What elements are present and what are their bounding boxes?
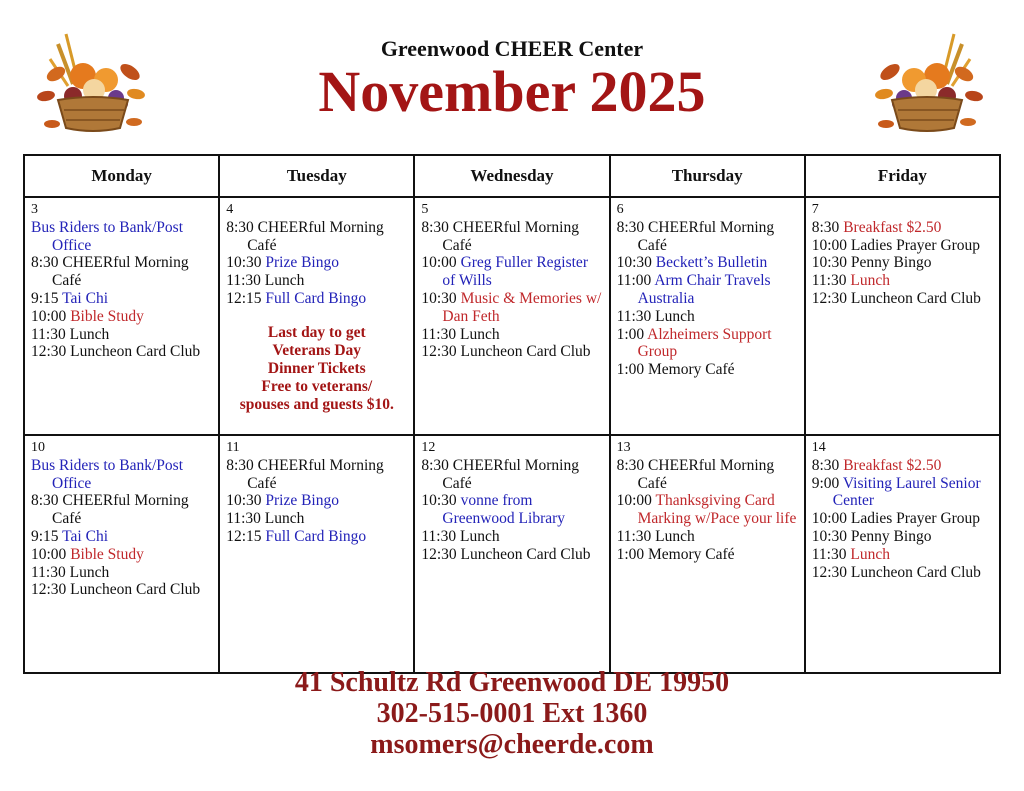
- event-label: Greg Fuller Register of Wills: [442, 254, 588, 290]
- event-item: 11:30 Lunch: [31, 563, 110, 581]
- event-label: Breakfast $2.50: [843, 218, 942, 236]
- event-item: 11:30 Lunch: [31, 325, 110, 343]
- event-label: vonne from Greenwood Library: [442, 492, 566, 528]
- day-number: 5: [421, 202, 429, 217]
- footer-email[interactable]: msomers@cheerde.com: [370, 729, 654, 760]
- event-item: [812, 475, 993, 511]
- weekday-header: Tuesday: [219, 155, 414, 197]
- weekday-header: Wednesday: [414, 155, 609, 197]
- event-item: Bus Riders to Bank/Post Office: [31, 218, 184, 254]
- event-time: 10:30: [421, 492, 457, 510]
- event-label: Full Card Bingo: [265, 527, 367, 545]
- footer-phone: 302-515-0001 Ext 1360: [376, 698, 648, 729]
- event-item: 12:30 Luncheon Card Club: [421, 545, 591, 563]
- event-label: Beckett’s Bulletin: [655, 254, 768, 272]
- day-cell: [805, 197, 1000, 435]
- event-time: 10:30: [226, 492, 262, 510]
- weekday-header: Thursday: [610, 155, 805, 197]
- event-item: [812, 457, 993, 475]
- day-cell: [414, 197, 609, 435]
- event-item: 8:30 CHEERful Morning Café: [226, 218, 384, 254]
- announcement-note: [226, 324, 407, 414]
- event-item: 8:30 CHEERful Morning Café: [31, 492, 189, 528]
- event-label: Bible Study: [70, 307, 144, 325]
- event-time: 10:00: [421, 254, 457, 272]
- event-item: 10:00 Ladies Prayer Group: [811, 236, 981, 254]
- day-cell: [805, 435, 1000, 673]
- day-cell: [219, 197, 414, 435]
- event-item: [812, 272, 993, 290]
- week-row: [24, 435, 1000, 673]
- event-label: Tai Chi: [62, 527, 109, 545]
- event-item: [226, 492, 407, 510]
- event-time: 11:00: [616, 272, 652, 290]
- day-cell: [219, 435, 414, 673]
- event-item: [226, 290, 407, 308]
- event-item: [226, 528, 407, 546]
- day-number: 10: [31, 440, 45, 455]
- event-item: [421, 290, 602, 326]
- day-cell: [24, 197, 219, 435]
- event-item: 11:30 Lunch: [616, 527, 695, 545]
- event-item: [421, 492, 602, 528]
- note-line: spouses and guests $10.: [239, 395, 394, 413]
- event-time: 9:15: [31, 527, 59, 545]
- day-cell: [414, 435, 609, 673]
- org-name: Greenwood CHEER Center: [380, 36, 644, 61]
- day-cell: [610, 197, 805, 435]
- event-label: Lunch: [850, 272, 890, 290]
- event-item: Bus Riders to Bank/Post Office: [31, 456, 184, 492]
- note-line: Dinner Tickets: [267, 359, 366, 377]
- event-label: Prize Bingo: [265, 254, 339, 272]
- event-label: Visiting Laurel Senior Center: [832, 474, 981, 510]
- event-item: [617, 326, 798, 362]
- event-time: 10:30: [226, 254, 262, 272]
- day-number: 14: [811, 440, 826, 455]
- event-item: 11:30 Lunch: [421, 325, 500, 343]
- event-item: 12:30 Luncheon Card Club: [31, 581, 201, 599]
- event-item: [226, 254, 407, 272]
- event-item: 8:30 CHEERful Morning Café: [31, 254, 189, 290]
- event-label: Alzheimers Support Group: [637, 325, 772, 361]
- event-time: 10:30: [616, 254, 652, 272]
- event-item: [617, 492, 798, 528]
- event-item: [31, 290, 212, 308]
- event-item: 10:00 Ladies Prayer Group: [811, 510, 981, 528]
- event-item: 10:30 Penny Bingo: [811, 254, 932, 272]
- note-line: Veterans Day: [272, 341, 362, 359]
- weekday-header-row: [24, 155, 1000, 197]
- event-item: 1:00 Memory Café: [616, 545, 735, 563]
- day-number: 3: [31, 202, 38, 217]
- event-item: 10:30 Penny Bingo: [811, 527, 932, 545]
- event-item: [812, 219, 993, 237]
- event-item: 11:30 Lunch: [421, 527, 500, 545]
- event-item: [31, 528, 212, 546]
- week-row: [24, 197, 1000, 435]
- day-number: 7: [811, 202, 819, 217]
- event-label: Tai Chi: [62, 289, 109, 307]
- weekday-header: Friday: [805, 155, 1000, 197]
- event-time: 9:15: [31, 289, 59, 307]
- event-time: 12:15: [226, 527, 262, 545]
- event-label: Lunch: [850, 545, 890, 563]
- event-item: 11:30 Lunch: [616, 307, 695, 325]
- event-label: Prize Bingo: [265, 492, 339, 510]
- event-time: 11:30: [811, 272, 847, 290]
- event-item: 12:30 Luncheon Card Club: [811, 563, 981, 581]
- event-time: 8:30: [811, 218, 840, 236]
- event-item: 8:30 CHEERful Morning Café: [616, 218, 775, 254]
- event-item: [421, 254, 602, 290]
- footer-address: 41 Schultz Rd Greenwood DE 19950: [294, 667, 730, 698]
- event-item: 8:30 CHEERful Morning Café: [421, 218, 579, 254]
- note-line: Last day to get: [267, 323, 366, 341]
- event-label: Breakfast $2.50: [843, 456, 942, 474]
- event-time: 10:00: [616, 492, 652, 510]
- event-item: 11:30 Lunch: [226, 272, 305, 290]
- event-item: 12:30 Luncheon Card Club: [31, 343, 201, 361]
- event-item: 12:30 Luncheon Card Club: [811, 289, 981, 307]
- event-time: 1:00: [616, 325, 645, 343]
- event-item: 1:00 Memory Café: [616, 361, 735, 379]
- event-item: 8:30 CHEERful Morning Café: [226, 456, 384, 492]
- event-item: [31, 546, 212, 564]
- month-title: November 2025: [318, 59, 706, 124]
- event-time: 10:30: [421, 289, 457, 307]
- day-number: 6: [616, 202, 624, 217]
- event-label: Thanksgiving Card Marking w/Pace your life: [637, 492, 797, 528]
- event-time: 10:00: [31, 545, 67, 563]
- day-cell: [610, 435, 805, 673]
- day-number: 11: [226, 440, 240, 455]
- event-time: 11:30: [811, 545, 847, 563]
- event-time: 9:00: [811, 474, 840, 492]
- event-item: [812, 546, 993, 564]
- weekday-header: Monday: [24, 155, 219, 197]
- day-number: 13: [616, 440, 631, 455]
- event-item: 8:30 CHEERful Morning Café: [616, 456, 775, 492]
- event-time: 10:00: [31, 307, 67, 325]
- event-label: Full Card Bingo: [265, 289, 367, 307]
- event-item: 8:30 CHEERful Morning Café: [421, 456, 579, 492]
- note-line: Free to veterans/: [261, 377, 373, 395]
- event-item: [617, 272, 798, 308]
- event-label: Bible Study: [70, 545, 144, 563]
- event-item: 11:30 Lunch: [226, 510, 305, 528]
- event-item: [31, 308, 212, 326]
- day-number: 12: [421, 440, 436, 455]
- event-item: [617, 254, 798, 272]
- event-label: Arm Chair Travels Australia: [637, 272, 771, 307]
- day-cell: [24, 435, 219, 673]
- event-time: 8:30: [811, 456, 840, 474]
- day-number: 4: [226, 202, 234, 217]
- event-time: 12:15: [226, 289, 262, 307]
- calendar-table: [23, 154, 1001, 674]
- event-label: Music & Memories w/ Dan Feth: [442, 289, 602, 325]
- event-item: 12:30 Luncheon Card Club: [421, 343, 591, 361]
